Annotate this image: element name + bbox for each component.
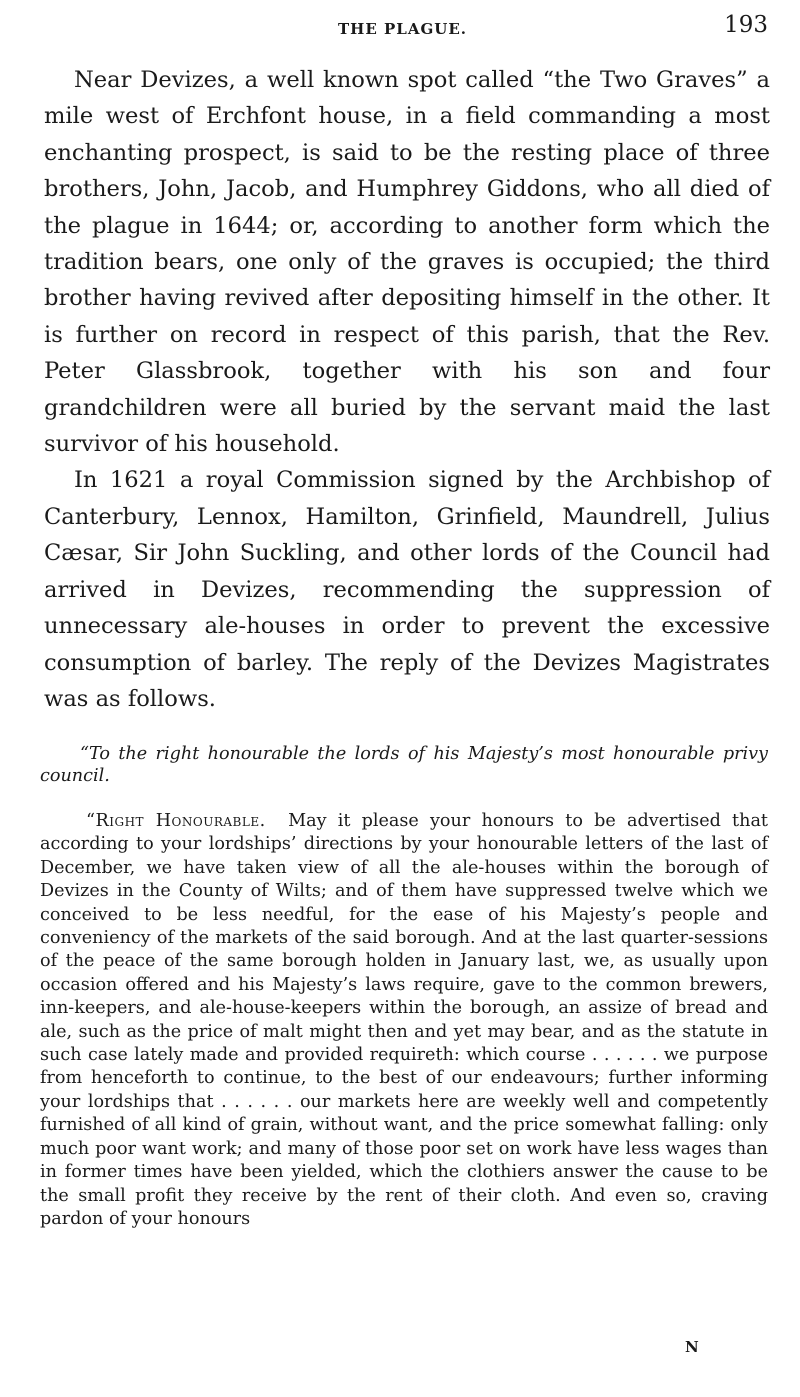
letter-body <box>40 810 768 1231</box>
letter-body-text: May it please your honours to be advertised that according to your lordships’ directions by your honourable letters of the last of December, we have taken view of all the ale-houses within the borough of Devizes in the County of Wilts; and of them have suppressed twelve which we conceived to be less needful, for the ease of his Majesty’s people and conveniency of the markets of the said borough. And at the last quarter-sessions of the peace of the same borough holden in January last, we, as usually upon occasion offered and his Majesty’s laws require, gave to the common brewers, inn-keepers, and ale-house-keepers within the borough, an assize of bread and ale, such as the price of malt might then and yet may bear, and as the statute in such case lately made and provided requireth: which course . . . . . . we purpose from henceforth to continue, to the best of our endeavours; further informing your lordships that . . . . . . our markets here are weekly well and competently furnished of all kind of grain, without want, and the price somewhat falling: only much poor want work; and many of those poor set on work have less wages than in former times have been yielded, which the clothiers answer the cause to be the small profit they receive by the rent of their cloth. And even so, craving pardon of your honours <box>40 811 769 1229</box>
letter-address: “To the right honourable the lords of his Majesty’s most honourable privy council. <box>40 744 768 786</box>
paragraph-two-graves: Near Devizes, a well known spot called “the Two Graves” a mile west of Erchfont house, in a field commanding a most enchanting prospect, is said to be the resting place of three brothers, John, Jacob, and Humphrey Giddons, who all died of the plague in 1644; or, according to another form which the tradition bears, one only of the graves is occupied; the third brother having revived after depositing himself in the other. It is further on record in respect of this parish, that the Rev. Peter Glassbrook, together with his son and four grandchildren were all buried by the servant maid the last survivor of his household. <box>44 67 770 458</box>
signature-mark: N <box>685 1338 699 1356</box>
paragraph-royal-commission: In 1621 a royal Commission signed by the Archbishop of Canterbury, Lennox, Hamilton, Grinfield, Maundrell, Julius Cæsar, Sir John Suckling, and other lords of the Council had arrived in Devizes, recommending the suppression of unnecessary ale-houses in order to prevent the excessive consumption of barley. The reply of the Devizes Magistrates was as follows. <box>44 467 770 712</box>
page-header <box>0 10 800 40</box>
page-number: 193 <box>724 12 768 38</box>
running-title: THE PLAGUE. <box>338 20 468 38</box>
quoted-letter <box>40 743 768 1231</box>
main-text <box>44 62 770 717</box>
letter-salutation: “Right Honourable. <box>86 811 266 831</box>
